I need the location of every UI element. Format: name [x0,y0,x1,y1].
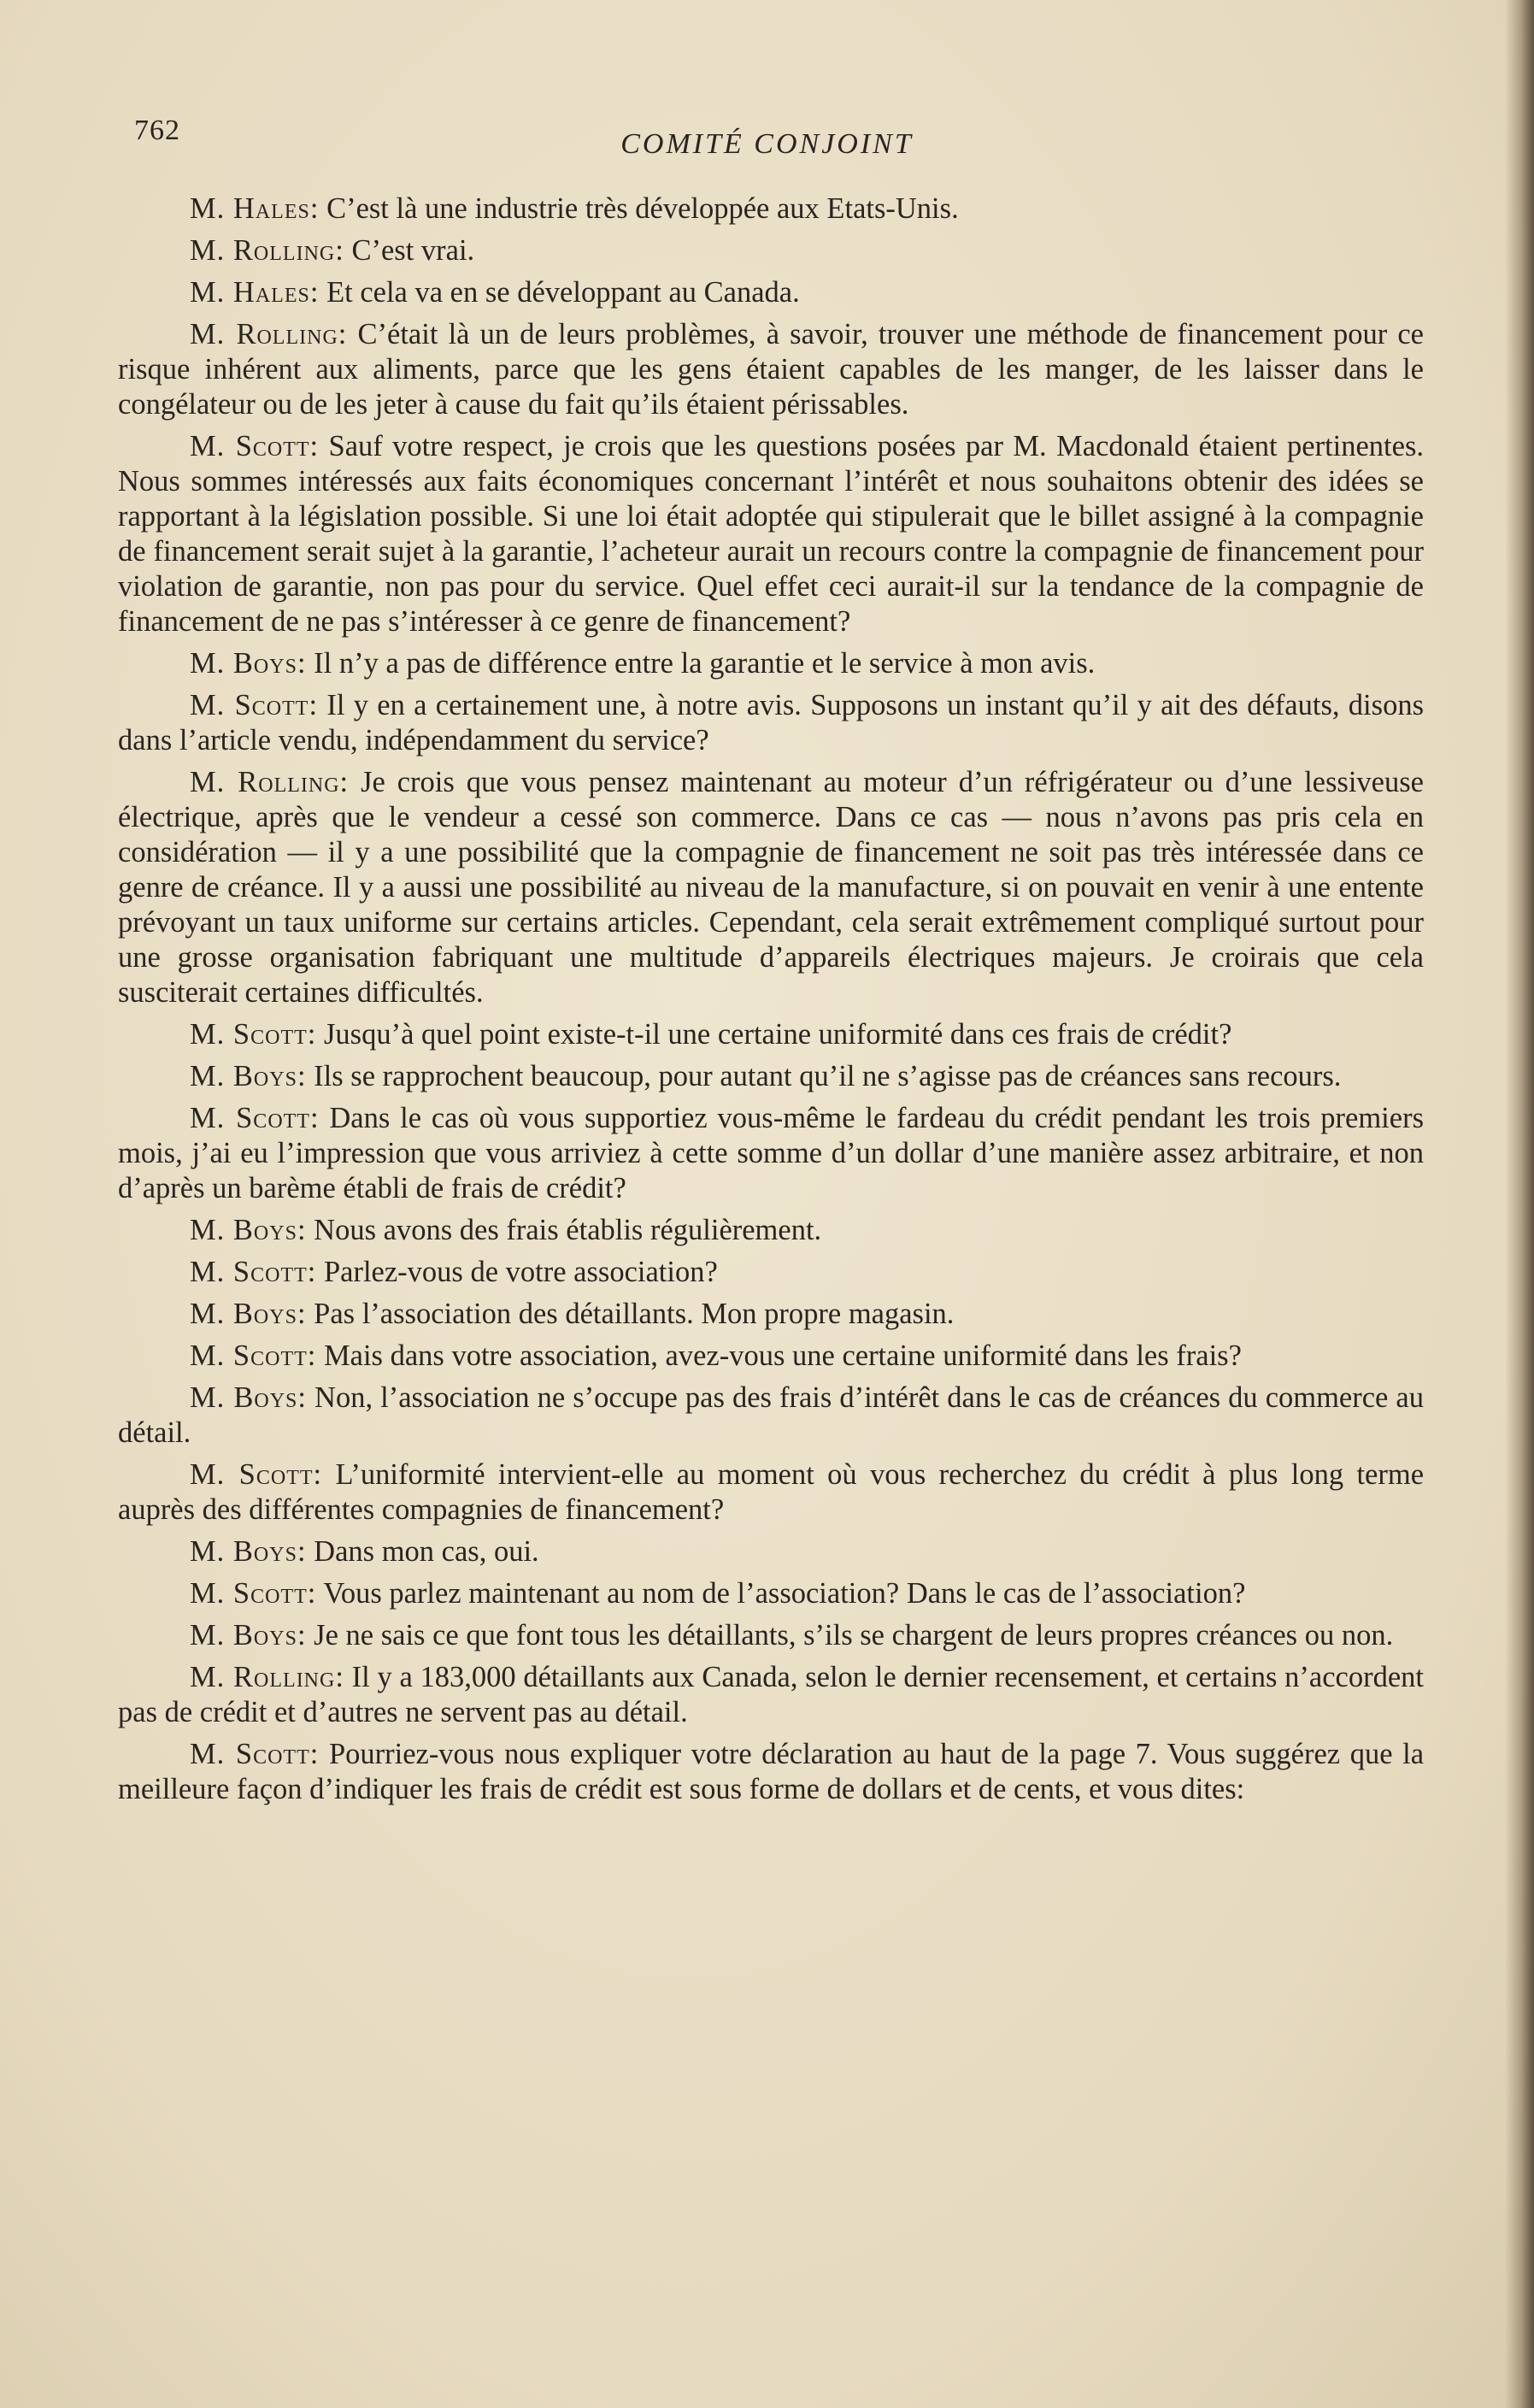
speech: C’est vrai. [344,234,475,267]
speech: L’uniformité intervient-elle au moment où vous recherchez du crédit à plus long terme auprès des différentes compagnies de financement? [118,1458,1425,1526]
paragraph [118,646,1424,681]
speaker: M. Rolling: [190,234,344,267]
page-binding-shadow [1505,0,1534,2408]
speaker: M. Scott: [190,689,319,721]
paragraph [118,233,1424,268]
speech: Sauf votre respect, je crois que les questions posées par M. Macdonald étaient pertinentes. Nous sommes intéressés aux faits économiques concernant l’intérêt et nous souhaitons obtenir des idées se rapportant à la législation possible. Si une loi était adoptée qui stipulerait que le billet assigné à la compagnie de financement serait sujet à la garantie, l’acheteur aurait un recours contre la compagnie de financement pour violation de garantie, non pas pour du service. Quel effet ceci aurait-il sur la tendance de la compagnie de financement de ne pas s’intéresser à ce genre de financement? [118,430,1424,638]
speech: Jusqu’à quel point existe-t-il une certaine uniformité dans ces frais de crédit? [316,1018,1232,1051]
speech: Il y en a certainement une, à notre avis. Supposons un instant qu’il y ait des défauts, disons dans l’article vendu, indépendamment du service? [118,689,1424,757]
speaker: M. Rolling: [190,1661,344,1693]
speech: Je ne sais ce que font tous les détaillants, s’ils se chargent de leurs propres créances ou non. [306,1619,1394,1651]
speaker: M. Boys: [190,1619,307,1651]
paragraph [118,1297,1424,1332]
paragraph [118,1457,1424,1528]
speaker: M. Scott: [190,1458,323,1491]
paragraph [118,1101,1424,1206]
speaker: M. Scott: [190,1256,317,1288]
speaker: M. Hales: [190,276,320,309]
paragraph [118,191,1424,227]
paragraph [118,1534,1424,1569]
paragraph [118,317,1424,422]
transcript-body [118,191,1424,1814]
speaker: M. Boys: [190,1060,307,1092]
speech: Et cela va en se développant au Canada. [319,276,800,309]
speaker: M. Rolling: [190,766,350,798]
paragraph [118,765,1424,1010]
speech: Non, l’association ne s’occupe pas des frais d’intérêt dans le cas de créances du commerce au détail. [118,1381,1424,1449]
speaker: M. Scott: [190,1738,320,1770]
speaker: M. Boys: [190,1381,307,1414]
paragraph [118,1381,1424,1451]
paragraph [118,1017,1424,1052]
paragraph [118,1618,1424,1653]
speech: Pas l’association des détaillants. Mon propre magasin. [306,1298,955,1330]
speech: Il n’y a pas de différence entre la garantie et le service à mon avis. [306,647,1096,680]
speech: Il y a 183,000 détaillants aux Canada, selon le dernier recensement, et certains n’accordent pas de crédit et d’autres ne servent pas au détail. [118,1661,1424,1728]
speech: Je crois que vous pensez maintenant au moteur d’un réfrigérateur ou d’une lessiveuse électrique, après que le vendeur a cessé son commerce. Dans ce cas — nous n’avons pas pris cela en considération — il y a une possibilité que la compagnie de financement ne soit pas très intéressée dans ce genre de créance. Il y a aussi une possibilité au niveau de la manufacture, si on pouvait en venir à une entente prévoyant un taux uniforme sur certains articles. Cependant, cela serait extrêmement compliqué surtout pour une grosse organisation fabriquant une multitude d’appareils électriques majeurs. Je croirais que cela susciterait certaines difficultés. [118,766,1424,1009]
paragraph [118,1737,1424,1807]
paragraph [118,1255,1424,1290]
speaker: M. Boys: [190,1535,307,1568]
paragraph [118,1059,1424,1094]
speaker: M. Rolling: [190,318,348,350]
speaker: M. Scott: [190,430,320,462]
speaker: M. Boys: [190,1298,307,1330]
paragraph [118,275,1424,310]
paragraph [118,429,1424,639]
speech: Vous parlez maintenant au nom de l’association? Dans le cas de l’association? [316,1577,1246,1610]
speech: Mais dans votre association, avez-vous une certaine uniformité dans les frais? [316,1339,1242,1372]
speaker: M. Boys: [190,1214,307,1246]
speech: Parlez-vous de votre association? [316,1256,718,1288]
speech: Dans mon cas, oui. [306,1535,539,1568]
paragraph [118,1339,1424,1374]
speech: C’est là une industrie très développée aux Etats-Unis. [319,192,959,225]
paragraph [118,1213,1424,1248]
speech: Pourriez-vous nous expliquer votre déclaration au haut de la page 7. Vous suggérez que la meilleure façon d’indiquer les frais de crédit est sous forme de dollars et de cents, et vous dites: [118,1738,1425,1805]
speaker: M. Scott: [190,1018,317,1051]
speaker: M. Scott: [190,1339,317,1372]
speaker: M. Scott: [190,1102,320,1134]
speech: Ils se rapprochent beaucoup, pour autant qu’il ne s’agisse pas de créances sans recours. [306,1060,1342,1092]
running-title: COMITÉ CONJOINT [620,128,914,160]
speech: Dans le cas où vous supportiez vous-même le fardeau du crédit pendant les trois premiers mois, j’ai eu l’impression que vous arriviez à cette somme d’un dollar d’une manière assez arbitraire, et non d’après un barème établi de frais de crédit? [118,1102,1424,1204]
paragraph [118,1660,1424,1730]
speaker: M. Boys: [190,647,307,680]
speaker: M. Scott: [190,1577,317,1610]
speech: Nous avons des frais établis régulièrement. [306,1214,822,1246]
speaker: M. Hales: [190,192,320,225]
paragraph [118,1576,1424,1611]
speech: C’était là un de leurs problèmes, à savoir, trouver une méthode de financement pour ce risque inhérent aux aliments, parce que les gens étaient capables de les manger, de les laisser dans le congélateur ou de les jeter à cause du fait qu’ils étaient périssables. [118,318,1424,421]
page-number: 762 [134,115,180,146]
paragraph [118,688,1424,758]
